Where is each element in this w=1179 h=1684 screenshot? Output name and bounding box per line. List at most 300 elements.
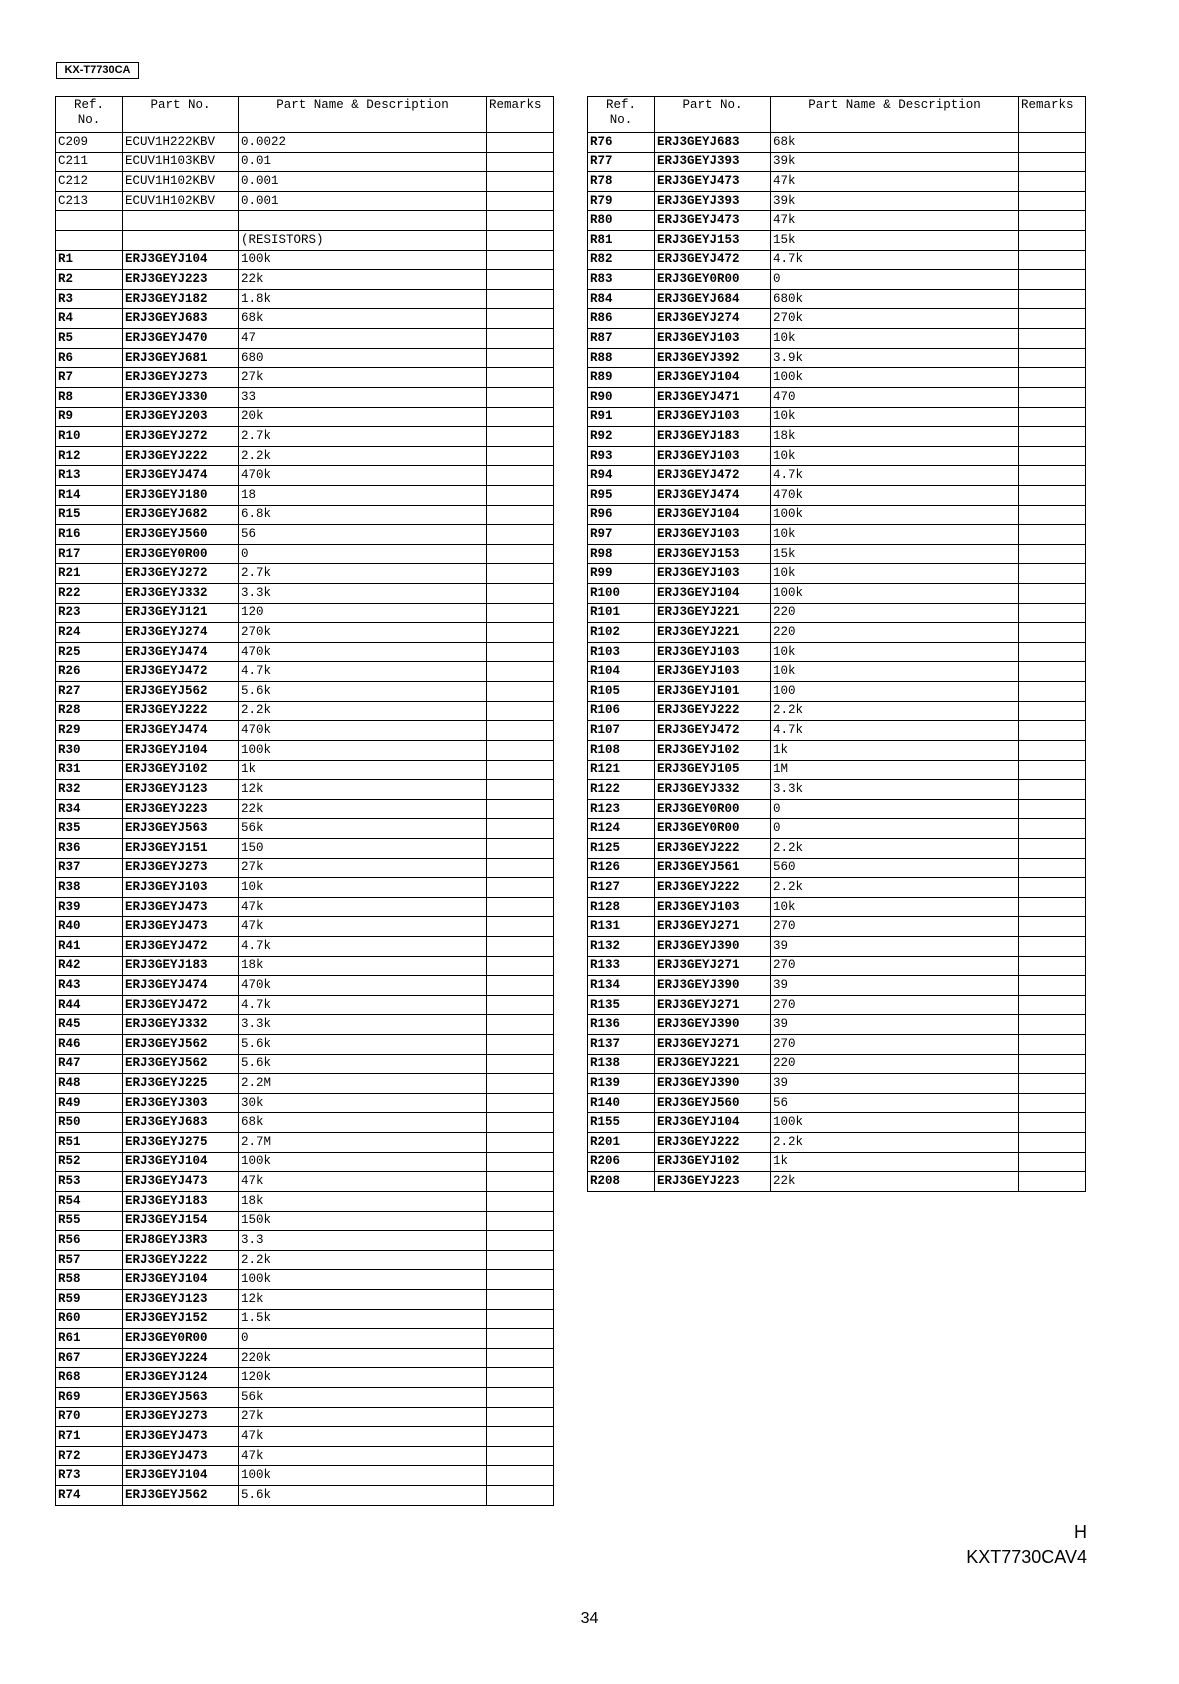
table-row [56,1368,554,1388]
remarks-cell [1019,976,1086,996]
table-row [56,1054,554,1074]
description-cell: 2.7k [239,564,487,584]
part-no-cell: ERJ3GEYJ104 [123,1270,239,1290]
table-row [56,799,554,819]
table-row [56,1113,554,1133]
description-cell: 470k [239,466,487,486]
part-no-cell: ERJ3GEYJ562 [123,682,239,702]
table-row [588,721,1086,741]
ref-no-cell: R74 [56,1486,123,1506]
part-no-cell: ECUV1H222KBV [123,133,239,153]
remarks-cell [487,936,554,956]
remarks-cell [1019,564,1086,584]
remarks-cell [487,1191,554,1211]
table-row [56,211,554,231]
description-cell: 220 [771,623,1019,643]
ref-no-cell: R16 [56,525,123,545]
description-cell: 470k [239,976,487,996]
document-code: KXT7730CAV4 [966,1547,1087,1567]
part-no-cell: ERJ3GEYJ562 [123,1486,239,1506]
remarks-cell [487,1152,554,1172]
description-cell: 18 [239,485,487,505]
ref-no-cell: R38 [56,878,123,898]
part-no-cell: ERJ3GEYJ681 [123,348,239,368]
remarks-cell [487,838,554,858]
remarks-cell [1019,623,1086,643]
remarks-cell [487,270,554,290]
ref-no-cell: R13 [56,466,123,486]
part-no-cell: ERJ3GEYJ104 [655,505,771,525]
description-cell: 10k [771,407,1019,427]
part-no-cell: ERJ3GEYJ563 [123,819,239,839]
part-no-cell: ERJ3GEYJ560 [123,525,239,545]
ref-no-cell: R40 [56,917,123,937]
part-no-cell: ERJ3GEY0R00 [655,799,771,819]
table-row [56,1211,554,1231]
ref-no-cell: R61 [56,1329,123,1349]
description-cell: 56k [239,819,487,839]
remarks-cell [487,1231,554,1251]
table-row [56,133,554,153]
remarks-cell [487,1093,554,1113]
ref-no-cell: R36 [56,838,123,858]
table-row [56,1329,554,1349]
remarks-cell [1019,917,1086,937]
ref-no-cell: R99 [588,564,655,584]
ref-no-cell: R86 [588,309,655,329]
ref-no-cell: R121 [588,760,655,780]
ref-no-cell: R56 [56,1231,123,1251]
table-row [56,1486,554,1506]
remarks-cell [1019,1172,1086,1192]
table-row [56,780,554,800]
description-cell: 5.6k [239,1035,487,1055]
remarks-cell [487,858,554,878]
part-no-cell: ERJ3GEYJ104 [655,1113,771,1133]
description-cell: 270k [239,623,487,643]
remarks-cell [487,466,554,486]
ref-no-cell: R139 [588,1074,655,1094]
ref-no-cell: R43 [56,976,123,996]
ref-no-cell: R103 [588,642,655,662]
part-no-cell [123,231,239,251]
table-row [588,995,1086,1015]
remarks-cell [487,348,554,368]
remarks-cell [1019,662,1086,682]
table-row [56,1152,554,1172]
part-no-cell: ERJ3GEYJ271 [655,995,771,1015]
ref-no-cell: R17 [56,544,123,564]
part-no-cell: ECUV1H102KBV [123,191,239,211]
description-cell: 120k [239,1368,487,1388]
part-no-cell: ERJ3GEYJ123 [123,1289,239,1309]
ref-no-cell: R135 [588,995,655,1015]
table-row [588,387,1086,407]
table-row [56,584,554,604]
ref-no-header: Ref. No. [56,97,123,133]
description-cell: 1k [239,760,487,780]
part-no-cell: ERJ3GEYJ274 [655,309,771,329]
part-no-cell: ERJ3GEYJ474 [655,485,771,505]
table-row [56,1093,554,1113]
table-row [56,878,554,898]
ref-no-cell: R108 [588,740,655,760]
part-no-header: Part No. [655,97,771,133]
description-cell: 220 [771,1054,1019,1074]
description-cell: 30k [239,1093,487,1113]
description-cell: 47k [239,1446,487,1466]
ref-no-cell: R104 [588,662,655,682]
part-no-cell: ERJ3GEYJ104 [655,368,771,388]
remarks-cell [1019,936,1086,956]
description-cell: 100k [239,1152,487,1172]
part-no-cell: ERJ3GEYJ390 [655,936,771,956]
part-no-cell: ERJ3GEYJ103 [655,329,771,349]
description-cell: 3.3k [771,780,1019,800]
remarks-cell [487,544,554,564]
ref-no-cell: R39 [56,897,123,917]
table-row [56,936,554,956]
part-no-cell: ERJ3GEYJ563 [123,1388,239,1408]
description-cell: (RESISTORS) [239,231,487,251]
ref-no-cell: R3 [56,289,123,309]
remarks-cell [487,1113,554,1133]
table-row [56,1427,554,1447]
ref-no-cell: R69 [56,1388,123,1408]
remarks-cell [1019,721,1086,741]
ref-no-cell: R67 [56,1348,123,1368]
ref-no-cell: R105 [588,682,655,702]
ref-no-cell: R96 [588,505,655,525]
part-no-cell: ERJ3GEYJ390 [655,1015,771,1035]
description-cell: 2.2k [771,701,1019,721]
table-row [588,446,1086,466]
ref-no-cell: R45 [56,1015,123,1035]
table-row [56,740,554,760]
ref-no-cell: R51 [56,1133,123,1153]
description-cell: 27k [239,858,487,878]
table-row [56,329,554,349]
table-row [56,1250,554,1270]
ref-no-cell: R70 [56,1407,123,1427]
remarks-cell [1019,1054,1086,1074]
description-cell: 18k [239,1191,487,1211]
table-row [56,1191,554,1211]
description-cell: 47k [239,1172,487,1192]
table-row [588,740,1086,760]
description-cell: 1M [771,760,1019,780]
table-row [588,780,1086,800]
remarks-cell [1019,329,1086,349]
remarks-cell [487,211,554,231]
table-row [588,525,1086,545]
table-row [56,1270,554,1290]
description-cell: 22k [771,1172,1019,1192]
remarks-cell [487,525,554,545]
description-cell: 27k [239,1407,487,1427]
description-cell: 1k [771,740,1019,760]
remarks-cell [487,897,554,917]
remarks-cell [1019,387,1086,407]
ref-no-cell: R126 [588,858,655,878]
part-no-cell: ERJ3GEYJ392 [655,348,771,368]
part-no-cell: ERJ3GEY0R00 [123,544,239,564]
ref-no-cell: R71 [56,1427,123,1447]
remarks-cell [487,231,554,251]
part-no-cell: ERJ3GEYJ472 [655,466,771,486]
remarks-cell [1019,446,1086,466]
description-cell: 47k [771,211,1019,231]
part-no-cell: ERJ3GEYJ473 [123,1172,239,1192]
table-row [56,289,554,309]
part-no-cell: ERJ3GEYJ124 [123,1368,239,1388]
ref-no-cell: R83 [588,270,655,290]
remarks-cell [1019,584,1086,604]
table-row [56,466,554,486]
remarks-cell [1019,1035,1086,1055]
part-no-cell: ERJ3GEYJ271 [655,917,771,937]
ref-no-cell: R132 [588,936,655,956]
remarks-cell [487,780,554,800]
ref-no-cell: R78 [588,172,655,192]
table-row [588,819,1086,839]
description-cell: 4.7k [771,250,1019,270]
description-cell: 2.7M [239,1133,487,1153]
ref-no-cell: R92 [588,427,655,447]
part-no-cell: ERJ3GEYJ221 [655,1054,771,1074]
part-no-cell: ERJ3GEYJ101 [655,682,771,702]
remarks-cell [487,995,554,1015]
table-header-row [56,97,554,133]
part-no-cell: ERJ3GEYJ183 [123,956,239,976]
remarks-cell [487,309,554,329]
ref-no-cell: R131 [588,917,655,937]
ref-no-cell: R98 [588,544,655,564]
ref-no-cell: R127 [588,878,655,898]
remarks-cell [487,642,554,662]
description-cell: 6.8k [239,505,487,525]
remarks-cell [487,368,554,388]
ref-no-cell: R30 [56,740,123,760]
ref-no-cell: R55 [56,1211,123,1231]
remarks-cell [1019,1133,1086,1153]
remarks-cell [487,1015,554,1035]
part-no-cell: ERJ3GEYJ103 [655,662,771,682]
remarks-cell [487,584,554,604]
ref-no-cell: R46 [56,1035,123,1055]
description-cell: 120 [239,603,487,623]
remarks-cell [1019,1093,1086,1113]
ref-no-cell: R14 [56,485,123,505]
table-row [56,1309,554,1329]
description-cell: 3.3k [239,584,487,604]
part-no-cell: ERJ3GEYJ303 [123,1093,239,1113]
remarks-cell [487,682,554,702]
part-no-cell: ERJ3GEYJ390 [655,976,771,996]
table-row [56,976,554,996]
table-row [56,231,554,251]
ref-no-cell: R23 [56,603,123,623]
part-no-cell: ERJ3GEYJ332 [123,584,239,604]
part-no-cell: ERJ3GEYJ103 [655,897,771,917]
remarks-cell [487,446,554,466]
ref-no-cell: R124 [588,819,655,839]
description-cell: 56k [239,1388,487,1408]
table-row [56,348,554,368]
description-cell: 27k [239,368,487,388]
description-cell: 68k [771,133,1019,153]
remarks-cell [487,172,554,192]
description-cell: 39k [771,152,1019,172]
part-no-cell: ECUV1H103KBV [123,152,239,172]
part-no-cell: ERJ3GEYJ472 [655,250,771,270]
ref-no-cell: R22 [56,584,123,604]
description-cell: 10k [771,525,1019,545]
ref-no-cell: R41 [56,936,123,956]
ref-no-cell: R95 [588,485,655,505]
description-cell: 150k [239,1211,487,1231]
remarks-cell [487,819,554,839]
remarks-cell [487,329,554,349]
ref-no-cell: C213 [56,191,123,211]
part-no-cell: ERJ3GEYJ222 [123,1250,239,1270]
table-row [588,1015,1086,1035]
description-cell: 100k [771,505,1019,525]
description-cell: 680k [771,289,1019,309]
table-row [588,505,1086,525]
table-row [588,250,1086,270]
table-row [56,446,554,466]
ref-no-cell: R133 [588,956,655,976]
description-cell: 100k [239,740,487,760]
part-no-cell: ERJ3GEYJ562 [123,1035,239,1055]
remarks-cell [1019,1074,1086,1094]
remarks-cell [1019,152,1086,172]
page-number: 34 [580,1610,599,1627]
table-row [56,1035,554,1055]
table-row [56,858,554,878]
remarks-cell [487,505,554,525]
description-cell: 100k [771,368,1019,388]
table-row [56,525,554,545]
ref-no-cell: R155 [588,1113,655,1133]
ref-no-cell: R25 [56,642,123,662]
part-no-cell: ERJ3GEYJ471 [655,387,771,407]
table-row [56,721,554,741]
description-cell: 10k [771,642,1019,662]
description-cell: 33 [239,387,487,407]
description-cell: 100 [771,682,1019,702]
remarks-cell [487,662,554,682]
table-row [588,1113,1086,1133]
remarks-cell [1019,682,1086,702]
ref-no-cell: R107 [588,721,655,741]
description-cell: 0 [239,1329,487,1349]
ref-no-cell: R37 [56,858,123,878]
description-cell: 10k [239,878,487,898]
table-row [588,858,1086,878]
ref-no-cell: R208 [588,1172,655,1192]
table-row [588,623,1086,643]
remarks-cell [487,721,554,741]
remarks-cell [487,485,554,505]
ref-no-cell: R1 [56,250,123,270]
part-no-cell: ERJ3GEYJ183 [655,427,771,447]
part-no-cell: ERJ3GEYJ472 [123,936,239,956]
remarks-cell [1019,995,1086,1015]
remarks-cell [1019,191,1086,211]
table-row [56,427,554,447]
table-row [56,838,554,858]
table-row [588,466,1086,486]
ref-no-cell: R58 [56,1270,123,1290]
table-row [588,682,1086,702]
description-cell: 4.7k [239,662,487,682]
ref-no-cell: R44 [56,995,123,1015]
table-row [588,329,1086,349]
remarks-cell [487,740,554,760]
description-cell: 10k [771,329,1019,349]
part-no-cell: ERJ3GEY0R00 [123,1329,239,1349]
remarks-cell [487,152,554,172]
table-row [588,662,1086,682]
remarks-cell [487,1486,554,1506]
ref-no-cell: R10 [56,427,123,447]
ref-no-cell: R57 [56,1250,123,1270]
ref-no-cell: R8 [56,387,123,407]
table-row [56,544,554,564]
table-row [588,976,1086,996]
ref-no-cell: R76 [588,133,655,153]
part-no-cell: ERJ3GEYJ222 [123,446,239,466]
table-row [588,603,1086,623]
remarks-cell [487,1368,554,1388]
description-cell [239,211,487,231]
description-cell: 12k [239,1289,487,1309]
table-row [56,1172,554,1192]
remarks-cell [487,1035,554,1055]
table-row [588,1152,1086,1172]
description-cell: 68k [239,1113,487,1133]
ref-no-cell: R5 [56,329,123,349]
part-no-cell: ERJ3GEYJ153 [655,544,771,564]
part-no-cell: ERJ3GEYJ105 [655,760,771,780]
description-cell: 470k [771,485,1019,505]
ref-no-cell: R42 [56,956,123,976]
part-no-cell: ERJ3GEYJ103 [655,446,771,466]
table-row [56,250,554,270]
ref-no-cell: R97 [588,525,655,545]
table-row [588,1074,1086,1094]
part-no-cell: ERJ3GEYJ332 [655,780,771,800]
table-row [588,1093,1086,1113]
table-row [588,564,1086,584]
description-cell: 4.7k [771,466,1019,486]
part-no-cell: ERJ3GEYJ104 [123,740,239,760]
description-cell: 10k [771,564,1019,584]
remarks-cell [487,878,554,898]
part-no-cell: ERJ3GEYJ154 [123,1211,239,1231]
description-cell: 12k [239,780,487,800]
ref-no-cell: R27 [56,682,123,702]
part-no-cell: ERJ8GEYJ3R3 [123,1231,239,1251]
part-no-cell: ERJ3GEYJ223 [123,270,239,290]
part-no-cell: ERJ3GEYJ180 [123,485,239,505]
table-row [56,1348,554,1368]
ref-no-cell: R12 [56,446,123,466]
ref-no-cell [56,231,123,251]
remarks-cell [1019,603,1086,623]
